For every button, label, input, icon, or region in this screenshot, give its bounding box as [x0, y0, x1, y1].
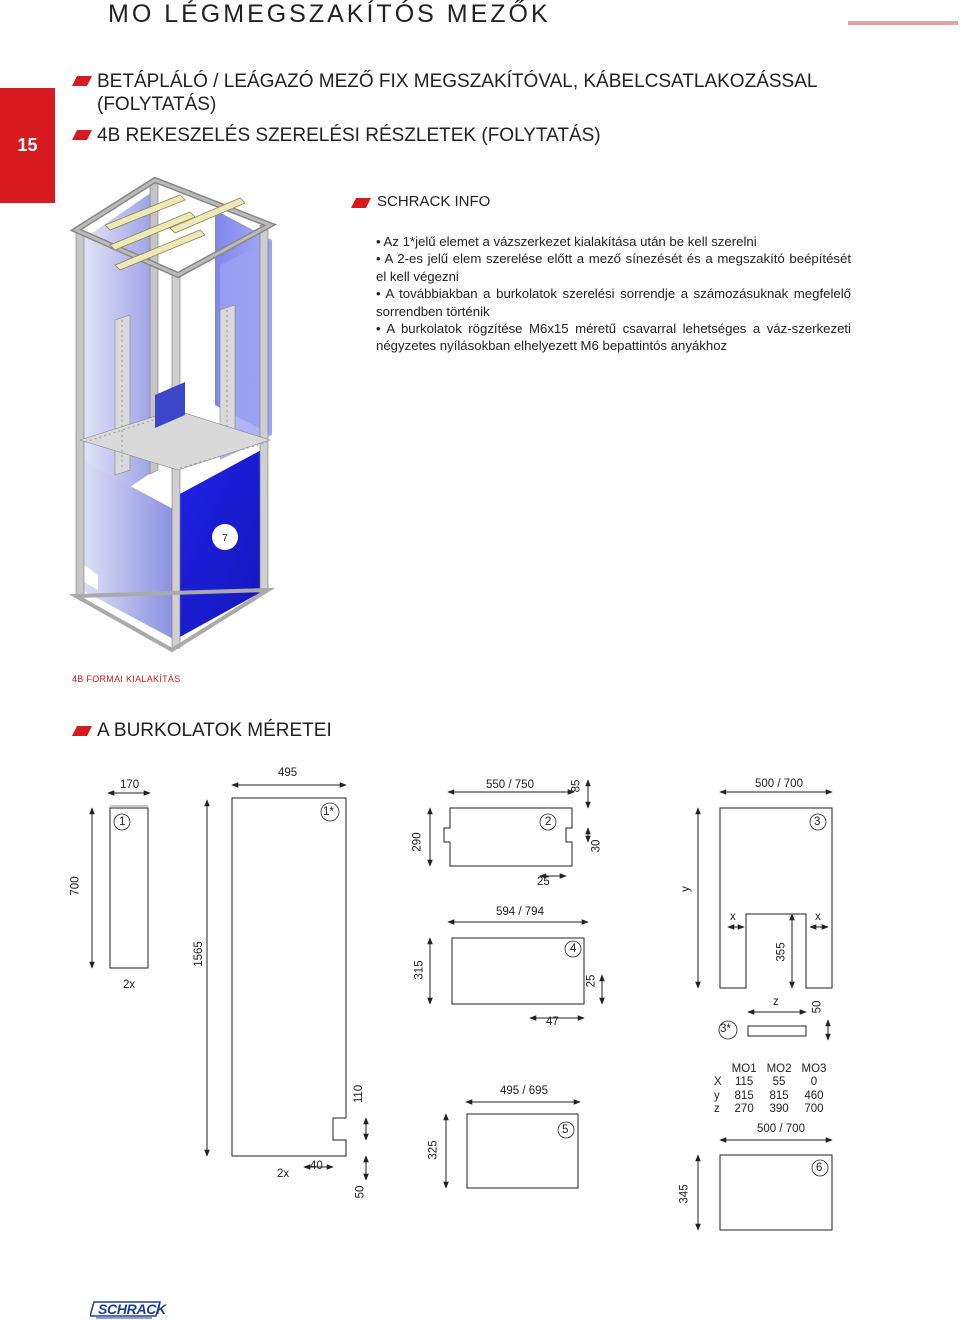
dim-label: 47	[546, 1016, 559, 1028]
dim-label: 495 / 695	[500, 1085, 548, 1097]
table-cell: 700	[804, 1103, 824, 1116]
dim-label: 50	[354, 1185, 367, 1199]
table-header: MO1	[731, 1062, 757, 1075]
dim-label: 315	[413, 960, 426, 980]
dim-label: 40	[310, 1160, 323, 1172]
table-cell: y	[714, 1089, 720, 1102]
table-cell: X	[714, 1076, 722, 1089]
dim-label: 594 / 794	[496, 906, 544, 918]
dim-label: 325	[427, 1140, 440, 1160]
info-heading: SCHRACK INFO	[377, 193, 491, 210]
table-header	[708, 1062, 727, 1076]
dim-label: 550 / 750	[486, 779, 534, 791]
panel-id: 2	[545, 816, 552, 828]
chapter-tab: 15	[0, 88, 55, 203]
table-row	[708, 1089, 831, 1103]
count-label: 2x	[123, 979, 136, 991]
dim-label: 355	[775, 942, 788, 962]
panel-id: 5	[562, 1124, 569, 1136]
page-title: MO LÉGMEGSZAKÍTÓS MEZŐK	[108, 0, 551, 28]
dim-label: 50	[811, 1000, 824, 1014]
parameter-table	[708, 1062, 831, 1116]
info-bullet: • Az 1*jelű elemet a vázszerkezet kialakítása után be kell szerelni	[376, 234, 757, 249]
table-cell: z	[714, 1103, 720, 1116]
panel-id: 6	[816, 1162, 823, 1174]
section-heading-1-cont: (FOLYTATÁS)	[97, 94, 217, 115]
table-header: MO3	[801, 1062, 827, 1075]
table-row	[708, 1076, 831, 1090]
table-cell: 390	[769, 1103, 789, 1116]
dim-label: 500 / 700	[757, 1123, 805, 1135]
dim-label: 290	[411, 832, 424, 852]
dim-label: 25	[537, 876, 550, 888]
dim-label: 25	[585, 974, 598, 988]
illustration-marker: 7	[222, 533, 228, 544]
dim-label: y	[679, 886, 692, 892]
info-bullet: • A burkolatok rögzítése M6x15 méretű csavarral lehetséges a váz-szerkezeti négyzetes nyílásokban elhelyezett M6 bepattintós anyákhoz	[376, 321, 851, 354]
table-header-row	[708, 1062, 831, 1076]
section-heading-2: 4B REKESZELÉS SZERELÉSI RÉSZLETEK (FOLYTATÁS)	[97, 125, 601, 146]
dim-label: x	[730, 911, 736, 923]
table-cell: 0	[810, 1076, 818, 1089]
dim-label: x	[815, 911, 821, 923]
table-cell: 55	[772, 1076, 786, 1089]
section-heading-1: BETÁPLÁLÓ / LEÁGAZÓ MEZŐ FIX MEGSZAKÍTÓVAL, KÁBELCSATLAKOZÁSSAL	[97, 71, 818, 92]
table-cell: 270	[734, 1103, 754, 1116]
panel-id: 1*	[323, 806, 334, 818]
dim-label: 345	[678, 1184, 691, 1204]
count-label: 2x	[277, 1168, 290, 1180]
info-bullet: • A 2-es jelű elem szerelése előtt a mező sínezését és a megszakító beépítését el kell végezni	[376, 251, 851, 284]
panel-id: 4	[570, 943, 577, 955]
dim-label: 700	[69, 876, 82, 896]
dim-label: 30	[590, 839, 603, 853]
dim-label: 500 / 700	[755, 778, 803, 790]
info-bullet: • A továbbiakban a burkolatok szerelési sorrendje a számozásuknak megfelelő sorrendben történik	[376, 286, 851, 319]
panel-id: 3*	[720, 1023, 731, 1035]
table-cell: 115	[734, 1076, 754, 1089]
dim-label: 85	[570, 779, 583, 793]
footer-logo-text: SCHRACK	[98, 1301, 166, 1317]
dim-label: 1565	[192, 941, 205, 967]
table-row	[708, 1103, 831, 1117]
dim-label: 110	[353, 1084, 366, 1104]
table-cell: 815	[734, 1089, 754, 1102]
table-header: MO2	[766, 1062, 792, 1075]
dim-label: z	[773, 996, 779, 1008]
dim-label: 170	[120, 779, 140, 791]
dim-label: 495	[278, 767, 298, 779]
dimensions-heading: A BURKOLATOK MÉRETEI	[97, 720, 332, 741]
table-cell: 815	[769, 1089, 789, 1102]
panel-id: 3	[814, 816, 821, 828]
illustration-caption: 4B FORMAI KIALAKÍTÁS	[72, 674, 181, 684]
panel-id: 1	[119, 816, 126, 828]
table-cell: 460	[804, 1089, 824, 1102]
